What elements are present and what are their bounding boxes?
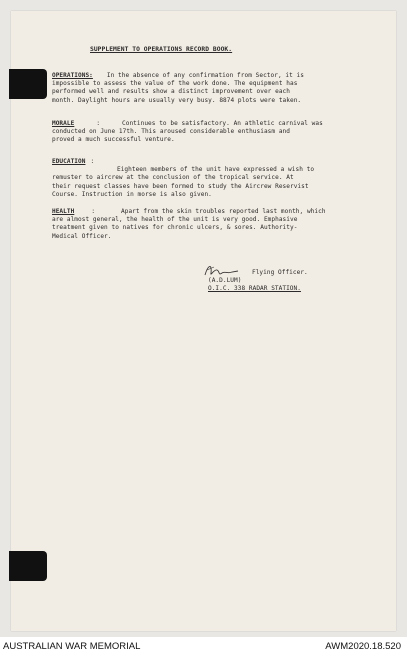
section-line: conducted on June 17th. This aroused considerable enthusiasm and <box>52 128 290 136</box>
section-line: Eighteen members of the unit have expressed a wish to <box>117 166 315 174</box>
section-education <box>52 158 382 199</box>
section-morale <box>52 120 382 145</box>
signature-name: (A.D.LUM) <box>208 277 242 285</box>
section-line: Continues to be satisfactory. An athletic carnival was <box>122 120 323 127</box>
section-line: Course. Instruction in morse is also given. <box>52 190 212 198</box>
section-heading: MORALE <box>52 120 75 127</box>
section-health <box>52 208 382 241</box>
section-line: impossible to assess the value of the work done. The equipment has <box>52 80 298 88</box>
section-heading: HEALTH <box>52 208 75 215</box>
section-line: month. Daylight hours are usually very busy. 8874 plots were taken. <box>52 96 302 104</box>
section-line: Apart from the skin troubles reported last month, which <box>121 208 326 215</box>
section-line: treatment given to natives for chronic ulcers, & sores. Authority- <box>52 224 298 232</box>
section-operations <box>52 72 382 105</box>
archive-reference: AWM2020.18.520 <box>325 641 401 652</box>
section-line: performed well and results show a distinct improvement over each <box>52 88 290 96</box>
section-line: their request classes have been formed to study the Aircrew Reservist <box>52 182 309 190</box>
heading-colon: : <box>96 120 101 127</box>
section-line: are almost general, the health of the unit is very good. Emphasive <box>52 216 298 224</box>
section-line: remuster to aircrew at the conclusion of the tropical service. At <box>52 174 294 182</box>
section-heading: OPERATIONS: <box>52 72 93 79</box>
heading-colon: : <box>91 208 96 215</box>
signature-station: O.I.C. 338 RADAR STATION. <box>208 285 301 293</box>
archive-footer <box>0 637 407 653</box>
archive-name: AUSTRALIAN WAR MEMORIAL <box>3 641 141 652</box>
signature-rank: Flying Officer. <box>252 269 308 276</box>
section-line: Medical Officer. <box>52 232 112 240</box>
section-line: proved a much successful venture. <box>52 136 175 144</box>
section-line: In the absence of any confirmation from Sector, it is <box>106 72 304 79</box>
typed-document <box>11 11 396 631</box>
heading-colon: : <box>90 158 95 165</box>
section-heading: EDUCATION <box>52 158 86 165</box>
signature-block <box>208 269 308 294</box>
document-title: SUPPLEMENT TO OPERATIONS RECORD BOOK. <box>90 46 233 53</box>
